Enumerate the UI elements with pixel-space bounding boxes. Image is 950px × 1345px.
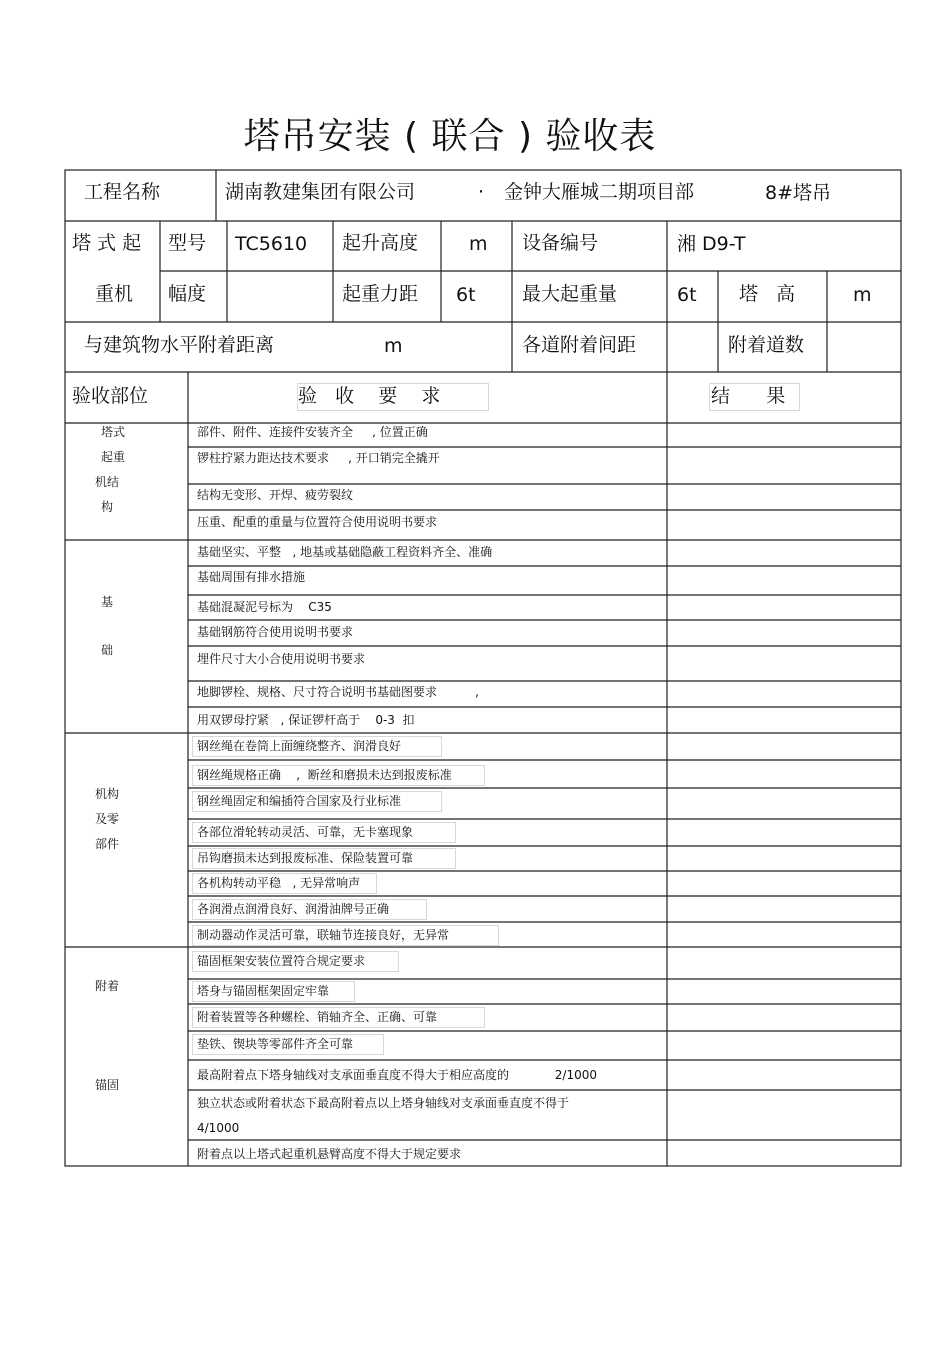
list-item: 锣柱拧紧力距达技术要求 , 开口销完全撬开 [197, 451, 440, 465]
list-item: 4/1000 [197, 1121, 240, 1135]
distance-label: 与建筑物水平附着距离 [84, 334, 275, 356]
count-label: 附着道数 [728, 334, 805, 356]
list-item: 最高附着点下塔身轴线对支承面垂直度不得大于相应高度的 2/1000 [197, 1068, 597, 1082]
list-item: 锚固框架安装位置符合规定要求 [197, 954, 366, 968]
section-label-anchor-2: 锚固 [95, 1078, 120, 1092]
project-site: 金钟大雁城二期项目部 [504, 181, 695, 203]
section-label-foundation-2: 础 [101, 643, 114, 657]
section-label-structure-2: 起重 [101, 450, 126, 464]
list-item: 结构无变形、开焊、疲劳裂纹 [197, 488, 354, 502]
list-item: 各机构转动平稳 , 无异常响声 [197, 876, 361, 890]
list-item: 基础钢筋符合使用说明书要求 [197, 625, 354, 639]
list-item: 钢丝绳固定和编插符合国家及行业标准 [197, 794, 402, 808]
list-item: 附着点以上塔式起重机悬臂高度不得大于规定要求 [197, 1147, 462, 1161]
moment-label: 起重力距 [342, 283, 419, 305]
list-item: 用双锣母拧紧 , 保证锣杆高于 0-3 扣 [197, 713, 415, 727]
device-number-value: 湘 D9-T [677, 233, 746, 255]
section-label-mechanism-2: 及零 [95, 812, 120, 826]
list-item: 地脚锣栓、规格、尺寸符合说明书基础图要求 , [197, 685, 479, 699]
distance-unit: m [384, 335, 403, 357]
lift-height-unit: m [469, 233, 488, 255]
model-label: 型号 [168, 232, 207, 254]
amplitude-label: 幅度 [168, 283, 207, 305]
lift-height-label: 起升高度 [342, 232, 419, 254]
project-dot: · [478, 181, 485, 203]
section-label-mechanism-3: 部件 [95, 837, 120, 851]
page-title: 塔吊安装 ( 联合 ) 验收表 [243, 116, 657, 157]
col-part: 验收部位 [72, 385, 149, 407]
list-item: 制动器动作灵活可靠，联轴节连接良好，无异常 [197, 928, 450, 942]
list-item: 钢丝绳规格正确 , 断丝和磨损未达到报废标准 [197, 768, 452, 782]
tower-height-unit: m [853, 284, 872, 306]
list-item: 独立状态或附着状态下最高附着点以上塔身轴线对支承面垂直度不得于 [197, 1096, 570, 1110]
max-load-value: 6t [677, 284, 697, 306]
model-value: TC5610 [235, 233, 308, 255]
list-item: 压重、配重的重量与位置符合使用说明书要求 [197, 515, 438, 529]
list-item: 塔身与锚固框架固定牢靠 [197, 984, 330, 998]
project-name: 湖南教建集团有限公司 [225, 181, 416, 203]
list-item: 垫铁、锲块等零部件齐全可靠 [197, 1037, 354, 1051]
spacing-label: 各道附着间距 [522, 334, 637, 356]
crane-label-line2: 重机 [95, 283, 134, 305]
list-item: 钢丝绳在卷筒上面缠绕整齐、润滑良好 [197, 739, 402, 753]
crane-number: 8#塔吊 [765, 182, 832, 204]
list-item: 基础坚实、平整 , 地基或基础隐蔽工程资料齐全、准确 [197, 545, 493, 559]
list-item: 部件、附件、连接件安装齐全 , 位置正确 [197, 425, 428, 439]
section-label-anchor-1: 附着 [95, 979, 120, 993]
moment-value: 6t [456, 284, 476, 306]
col-result: 结 果 [711, 385, 786, 407]
tower-height-label: 塔 高 [739, 283, 796, 305]
list-item: 基础混凝泥号标为 C35 [197, 600, 332, 614]
list-item: 基础周围有排水措施 [197, 570, 306, 584]
col-requirement: 验 收 要 求 [298, 385, 441, 407]
list-item: 各部位滑轮转动灵活、可靠，无卡塞现象 [197, 825, 414, 839]
list-item: 埋件尺寸大小合使用说明书要求 [197, 652, 366, 666]
section-label-mechanism-1: 机构 [95, 787, 120, 801]
max-load-label: 最大起重量 [522, 283, 618, 305]
list-item: 附着装置等各种螺栓、销轴齐全、正确、可靠 [197, 1010, 438, 1024]
section-label-structure-4: 构 [101, 500, 114, 514]
project-label: 工程名称 [84, 181, 161, 203]
section-label-structure-3: 机结 [95, 475, 120, 489]
list-item: 吊钩磨损未达到报废标准、保险装置可靠 [197, 851, 414, 865]
section-label-foundation-1: 基 [101, 595, 114, 609]
list-item: 各润滑点润滑良好、润滑油牌号正确 [197, 902, 390, 916]
section-label-structure-1: 塔式 [101, 425, 126, 439]
device-number-label: 设备编号 [522, 232, 599, 254]
crane-label-line1: 塔 式 起 [72, 232, 142, 254]
